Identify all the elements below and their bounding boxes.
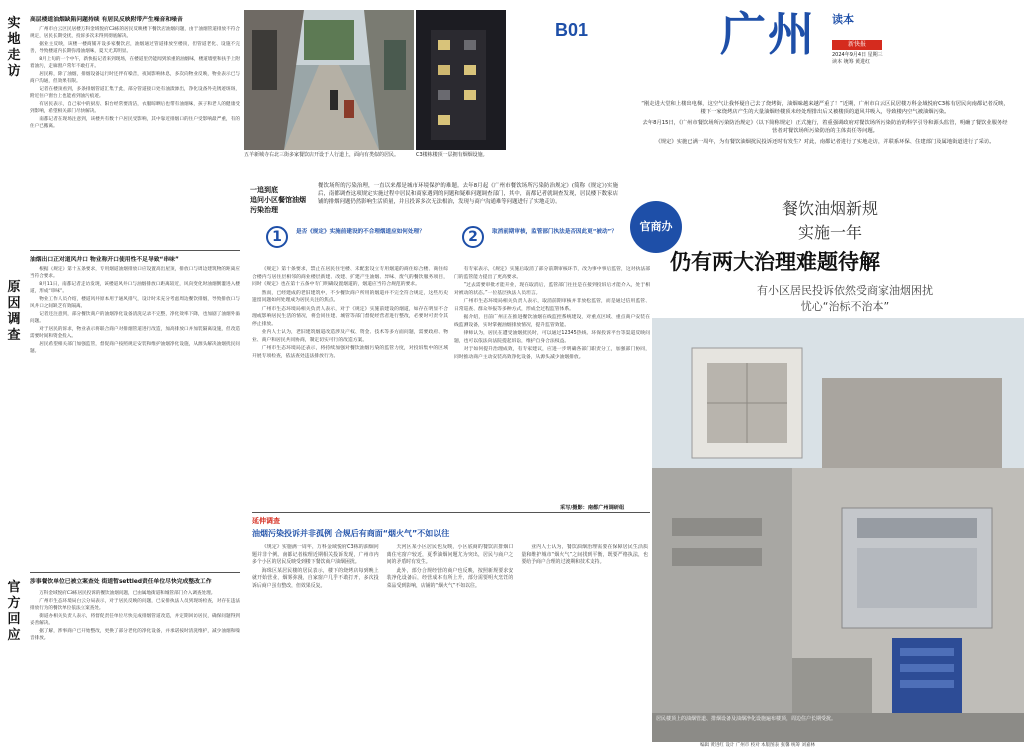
paragraph: 记者还注意到，部分餐饮商户的油烟净化设备清洗记录不完整，净化效率下降，也加剧了油烟外溢问题。: [30, 312, 240, 324]
headline-line2: 实施一年: [797, 223, 862, 242]
page-label: B01: [555, 20, 589, 40]
rooftop-photo-image: [652, 318, 1024, 742]
rooftop-photo: [652, 318, 1024, 742]
intro-paragraph: 《规定》实施已满一周年，为有餐饮油烟扰民投诉还时有发生？对此，南都记者进行了实地走访，并联系环保、住建部门及属地街道进行了采访。: [655, 139, 995, 145]
paragraph: 天河区某小区居民也反映，小区底商的餐饮店排烟口离住宅窗户较近，夏季油烟问题尤为突出，居民与商户之间的矛盾时有发生。: [386, 544, 514, 565]
byline: 采写/摄影：南都广州调研组: [560, 505, 625, 511]
subhead-2: 忧心“治标不治本”: [800, 300, 890, 313]
night-photo: [416, 10, 506, 150]
paragraph: 广州市生态环境局白云分局表示，对于居民反映的问题，已安排执法人员到现场检查，对存在违法排放行为的餐饮单位依法立案查处。: [30, 599, 240, 611]
intro-paragraph: 去年8月15日，《广州市餐饮场所污染防治规定》（以下简称规定）正式施行，着重强调政府对餐饮场所污染防治的科学引导和源头监管，明确了餐饮业服务经营者对餐饮场所污染防治的主体责任等问题。: [642, 120, 1008, 134]
divider: [30, 572, 240, 573]
section2-body: [30, 266, 240, 562]
paragraph: 据业主反映，该楼一楼商铺开设多家餐饮店，油烟通过管道排放至楼顶，但管道老化、设施不完善，导致楼道内长期弥漫油烟味，夏天尤其明显。: [30, 42, 240, 54]
photo-caption-street: 五羊新城寺右北三街多家餐饮店开设于人行道上，面向有类似的居民。: [244, 152, 400, 158]
paragraph: 据了解，涉事商户已开始整改，更换了部分老化的净化设备，并承诺按时清洗维护，减少油烟和噪音排放。: [30, 629, 240, 641]
paragraph: 然而，已经建成的老旧建筑中，不少餐饮商户所用的烟道并不完全符合规定，这些历史遗留问题如何处理成为居民关注的焦点。: [252, 290, 448, 303]
question-2-body: [454, 266, 650, 502]
lead-paragraph: 餐饮场所的污染治理，一直以来都是城市环境保护的难题。去年8月起《广州市餐饮场所污染防治规定》(简称《规定》)实施后，南都调查这项规定实施过程中居民和商家遇到的问题和疑难问题调查部门，其中，南都记者就调查发现，居民楼下数家店铺的排烟问题仍然影响生活质量，并且投诉多次无法根治，发现与商户沟通难等问题进行了实地走访。: [318, 183, 618, 205]
paragraph: 《规定》实施满一周年，万科金域悦府C3栋的油烟问题并非个例。南都记者梳理近期相关投诉发现，广州市内多个小区的居民反映受到楼下餐饮商户油烟困扰。: [252, 544, 379, 565]
section2-heading: 油烟出口正对道风井口 物业称开口使用性不足导致“串味”: [30, 257, 179, 263]
masthead: [720, 6, 883, 66]
extension-body: [252, 544, 648, 740]
question-1-body: [252, 266, 448, 502]
section-seal: 官商办: [630, 201, 682, 253]
paragraph: 广州市生态环境局相关负责人表示，取消前期审核并非放松监管，而是通过信用监管、日常巡查、群众举报等多种方式，形成全过程监管体系。: [454, 299, 650, 312]
paragraph: 《规定》第十条要求，禁止在居民住宅楼、未配套设立专用烟道的商住综合楼、商住综合楼内与居住层相邻的商业楼层新建、改建、扩建产生油烟、异味、废气的餐饮服务项目，同时《规定》也在第十五条中专门明确设置烟道的，烟道应当符合规范的要求。: [252, 267, 448, 287]
intro-paragraph: “刚走进大堂和上楼出电梯，这空气让我怀疑自己去了烧烤街，油烟味越来越严重了！”近期，广州市白云区民居楼万科金域悦府C3栋有居民向南都记者反映，楼下一家烧烤店产生的大量油烟经楼顶未经处理排出后又被楼顶的道风井吸入，导致楼内空气被油烟污染。: [641, 101, 1009, 115]
question-2-text: 取消前期审核，监管部门执法是否因此更“被动”？: [492, 229, 617, 235]
paragraph: 有居民表示，自己家中的厨房、阳台经常要清洁，衣服晾晒后也带有油烟味，孩子和老人的健康受到影响，希望相关部门尽快解决。: [30, 102, 240, 114]
section3-body: [30, 590, 240, 740]
photo-caption-night: C3楼栋楼顶一层拥有烟烟设施。: [416, 152, 488, 158]
paragraph: 律师认为，居民在遭受油烟扰民时，可以通过12345热线、环保投诉平台等渠道反映问题，也可以依法向法院提起诉讼，维护自身合法权益。: [454, 331, 650, 344]
kicker: [250, 185, 310, 215]
divider: [252, 512, 650, 513]
night-photo-image: [416, 10, 506, 150]
paragraph: 此外，部分合规经营的商户也反映，按照新规要求安装净化设备后，经营成本有所上升，部分需要明火烹饪的菜品受到影响，店铺的“烟火气”不如以往。: [386, 567, 514, 589]
masthead-brand: 新快报: [832, 40, 882, 50]
paragraph: 据介绍，目前广州正在推进餐饮油烟在线监控系统建设，对重点区域、重点商户安装在线监测设备，实时掌握油烟排放情况，提升监管效能。: [454, 315, 650, 328]
paragraph: 居民希望相关部门加强监管，督促商户按照规定安装和维护油烟净化设施，从源头解决油烟扰民问题。: [30, 342, 240, 354]
paragraph: 海珠区某居民楼的居民表示，楼下的烧烤店每到晚上就开始营业，烟雾弥漫，自家窗户几乎不敢打开，多次投诉后商户虽有整改，但效果反复。: [252, 567, 379, 589]
question-number-1: 1: [266, 226, 288, 248]
footer-credits: 编辑 黄进红 设计 广州市 校对 本版图表 张馨 统筹 刘嘉林: [700, 743, 815, 748]
paragraph: 业内人士认为，老旧建筑烟道改造涉及产权、资金、技术等多方面问题，需要政府、物业、商户和居民共同协商，制定切实可行的改造方案。: [252, 330, 448, 343]
paragraph: 南都记者在现场注意到，该楼共有数十户居民受影响，其中靠近排烟口的住户受影响最严重，有的住户已搬离。: [30, 117, 240, 129]
paragraph: 8月上旬的一个中午，新快报记者来到现场，在楼道里仍能闻到浓重的油烟味，楼道墙壁和扶手上附着油污，走廊窗户常年不敢打开。: [30, 57, 240, 69]
extension-title: 油烟污染投诉并非孤例 合规后有商面“烟火气”不如以往: [252, 529, 450, 538]
photo-caption-rooftop: 居民楼顶上的油烟管道、排烟设备及油烟净化设施遍布楼顶，周边住户长期受扰。: [656, 716, 837, 722]
paragraph: 有专家表示，《规定》实施后取消了部分前期审核环节，改为事中事后监管，这对执法部门的监管能力提出了更高要求。: [454, 267, 650, 280]
paragraph: 广州市白云区民居楼万科金域悦府C3栋的居民反映楼下餐饮店油烟问题，由于油烟管道排放不符合规定，居民长期受扰，投诉多次未得到彻底解决。: [30, 27, 240, 39]
paragraph: 街道办相关负责人表示，将督促责任单位尽快完成排烟管道改造，并定期回访居民，确保问题得到妥善解决。: [30, 614, 240, 626]
masthead-date: 2024年9月4日 星期三: [832, 52, 883, 58]
headline-line1: 餐饮油烟新规: [781, 199, 878, 218]
paragraph: 居民称，除了油烟，排烟设备运行时还伴有噪音，夜间影响休息，多次向物业反映，物业表示已与商户沟通，但效果有限。: [30, 72, 240, 84]
side-tag-cause: 原因调查: [7, 280, 21, 343]
paragraph: 记者在楼顶看到，多条排烟管道汇集于此，部分管道接口处有油渍渗出，净化设备外壳锈迹斑斑，附近住户窗台上也能看到油污痕迹。: [30, 87, 240, 99]
intro-block: [640, 100, 1010, 146]
paragraph: 物业工作人员介绍，楼道风井原本用于通风排气，设计时未充分考虑周边餐饮排烟，导致排放口与风井口之间缺乏有效隔离。: [30, 297, 240, 309]
masthead-editor: 读本 统筹 黄进红: [832, 59, 871, 65]
masthead-duben: 读本: [832, 13, 854, 26]
street-photo: [244, 10, 414, 150]
subhead-1: 有小区居民投诉依然受商家油烟困扰: [757, 284, 933, 297]
question-number-2: 2: [462, 226, 484, 248]
masthead-title: 广州: [720, 7, 816, 61]
side-tag-report: 实地走访: [7, 16, 21, 79]
paragraph: 根据《规定》第十五条要求，专用烟道油烟排放口应设置高出屋顶，排放口与周边建筑物的距离应当符合要求。: [30, 267, 240, 279]
divider: [30, 250, 240, 251]
extension-kicker: 延伸调查: [252, 517, 280, 525]
kicker-title: 一追到底: [250, 186, 278, 194]
section3-heading: 涉事餐饮单位已被立案查处 街道暂settled责任单位尽快完成整改工作: [30, 579, 212, 585]
paragraph: 对于如何提升治理成效，有专家建议，应进一步明确各部门职责分工，加强部门协同，同时推动商户主动安装高效净化设备，从源头减少油烟排放。: [454, 347, 650, 360]
section1-heading: 高层楼道油烟缺陷问题持续 有居民反映附带产生噪音和噪音: [30, 17, 183, 23]
paragraph: 万科金域悦府C3栋居民投诉的餐饮油烟问题，已由属地街道和城管部门介入调查处理。: [39, 591, 216, 596]
headline-main: 仍有两大治理难题待解: [670, 250, 880, 274]
paragraph: 对于居民的诉求，物业表示将联合商户对排烟管道进行改造，加高排放口并加装隔离设施，但改造需要时间和资金投入。: [30, 327, 240, 339]
paragraph: 广州市生态环境局相关负责人表示，对于《规定》实施前建设的烟道，如存在明显不合理或影响居民生活的情况，将会同住建、城管等部门督促经营者进行整改，必要时可责令其停止排放。: [252, 306, 448, 327]
kicker-subtitle: 追问小区餐馆油烟污染治理: [250, 196, 306, 214]
section1-body: [30, 26, 240, 244]
side-tag-official: 官方回应: [7, 580, 21, 643]
question-1-text: 是否《规定》实施前建设的不合理烟道应如何处理？: [296, 229, 425, 235]
paragraph: 广州市生态环境局还表示，将持续加强对餐饮油烟污染的监管力度，对投诉集中的区域开展专项检查，依法查处违法排放行为。: [252, 346, 448, 359]
paragraph: 业内人士认为，餐饮油烟治理需要在保障居民生活质量和维护城市“烟火气”之间找到平衡，既要严格执法，也要给予商户合理的过渡期和技术支持。: [521, 544, 648, 565]
paragraph: “过去需要审批才能开业，现在取消后，监管部门往往是在接到投诉后才能介入，处于相对被动的状态。”一位基层执法人员坦言。: [454, 283, 650, 296]
street-photo-image: [244, 10, 414, 150]
paragraph: 8月11日，南都记者走访发现，该楼道风井口与油烟排放口距离较近，风向变化时油烟倒灌进入楼道，形成“串味”。: [30, 282, 240, 294]
